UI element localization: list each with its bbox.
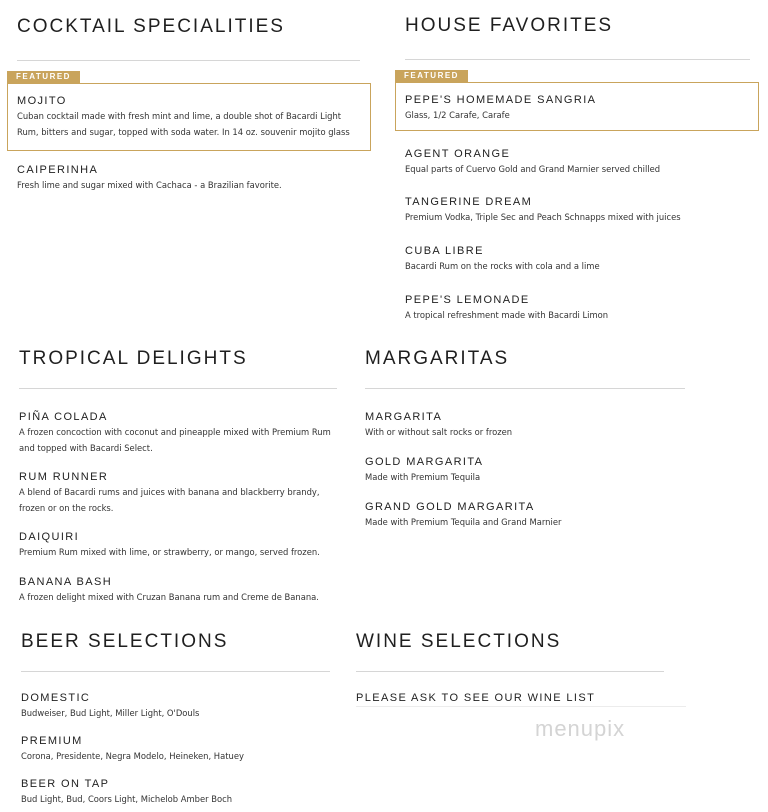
menu-item [405, 196, 755, 225]
item-desc: Corona, Presidente, Negra Modelo, Heineken, Hatuey [21, 751, 244, 761]
house-title: HOUSE FAVORITES [405, 15, 614, 36]
item-name: PEPE'S HOMEMADE SANGRIA [405, 94, 597, 106]
item-name: TANGERINE DREAM [405, 196, 533, 208]
featured-badge: FEATURED [7, 71, 80, 83]
menu-item [365, 411, 685, 440]
menu-item [21, 692, 330, 721]
item-name: BEER ON TAP [21, 778, 110, 790]
item-desc: Equal parts of Cuervo Gold and Grand Marnier served chilled [405, 164, 661, 174]
item-desc: A frozen delight mixed with Cruzan Banana rum and Creme de Banana. [19, 592, 319, 602]
item-name: GRAND GOLD MARGARITA [365, 501, 535, 513]
item-name: RUM RUNNER [19, 471, 109, 483]
menu-item [21, 735, 330, 764]
item-desc: With or without salt rocks or frozen [365, 427, 513, 437]
item-desc: Premium Vodka, Triple Sec and Peach Schnapps mixed with juices [405, 212, 681, 222]
item-desc: Bud Light, Bud, Coors Light, Michelob Amber Boch [21, 794, 233, 804]
tropical-divider [19, 388, 337, 389]
menu-item [19, 576, 337, 605]
item-name: PEPE'S LEMONADE [405, 294, 530, 306]
item-name: DOMESTIC [21, 692, 91, 704]
tropical-title: TROPICAL DELIGHTS [19, 348, 248, 369]
margaritas-title: MARGARITAS [365, 348, 510, 369]
item-desc: A blend of Bacardi rums and juices with banana and blackberry brandy, frozen or on the rocks. [19, 487, 320, 513]
item-name: MARGARITA [365, 411, 443, 423]
featured-badge: FEATURED [395, 70, 468, 82]
menu-item [405, 294, 755, 323]
wine-divider [356, 671, 664, 672]
item-desc: Made with Premium Tequila and Grand Marnier [365, 517, 562, 527]
item-name: MOJITO [17, 95, 67, 107]
item-desc: Premium Rum mixed with lime, or strawberry, or mango, served frozen. [19, 547, 320, 557]
item-desc: Cuban cocktail made with fresh mint and lime, a double shot of Bacardi Light Rum, bitters and sugar, topped with soda water. In 14 oz. souvenir mojito glass [17, 111, 350, 137]
menu-item [19, 471, 337, 516]
menu-item [17, 164, 362, 193]
item-desc: Made with Premium Tequila [365, 472, 481, 482]
item-desc: Fresh lime and sugar mixed with Cachaca - a Brazilian favorite. [17, 180, 282, 190]
cocktail-title: COCKTAIL SPECIALITIES [17, 16, 285, 37]
menu-item [405, 94, 755, 123]
margaritas-divider [365, 388, 685, 389]
menu-item [365, 501, 685, 530]
menu-item [405, 148, 755, 177]
item-name: PIÑA COLADA [19, 411, 108, 423]
watermark-logo: menupix [535, 716, 626, 741]
item-desc: Glass, 1/2 Carafe, Carafe [405, 110, 510, 120]
cocktail-divider [17, 60, 360, 61]
beer-divider [21, 671, 330, 672]
house-divider [405, 59, 750, 60]
menu-item [365, 456, 685, 485]
menu-item [19, 531, 337, 560]
menu-item [21, 778, 330, 807]
item-name: PREMIUM [21, 735, 83, 747]
item-name: PLEASE ASK TO SEE OUR WINE LIST [356, 692, 596, 704]
wine-note [356, 692, 676, 704]
item-name: CAIPERINHA [17, 164, 99, 176]
item-desc: A tropical refreshment made with Bacardi Limon [405, 310, 609, 320]
beer-title: BEER SELECTIONS [21, 631, 229, 652]
menu-item [19, 411, 337, 456]
item-name: BANANA BASH [19, 576, 113, 588]
item-name: DAIQUIRI [19, 531, 80, 543]
wine-note-underline [356, 706, 686, 707]
item-name: CUBA LIBRE [405, 245, 484, 257]
item-desc: A frozen concoction with coconut and pineapple mixed with Premium Rum and topped with Bacardi Select. [19, 427, 331, 453]
wine-title: WINE SELECTIONS [356, 631, 562, 652]
item-name: AGENT ORANGE [405, 148, 511, 160]
item-desc: Bacardi Rum on the rocks with cola and a lime [405, 261, 600, 271]
item-desc: Budweiser, Bud Light, Miller Light, O'Douls [21, 708, 200, 718]
item-name: GOLD MARGARITA [365, 456, 484, 468]
menu-item [405, 245, 755, 274]
menu-item [17, 95, 362, 140]
